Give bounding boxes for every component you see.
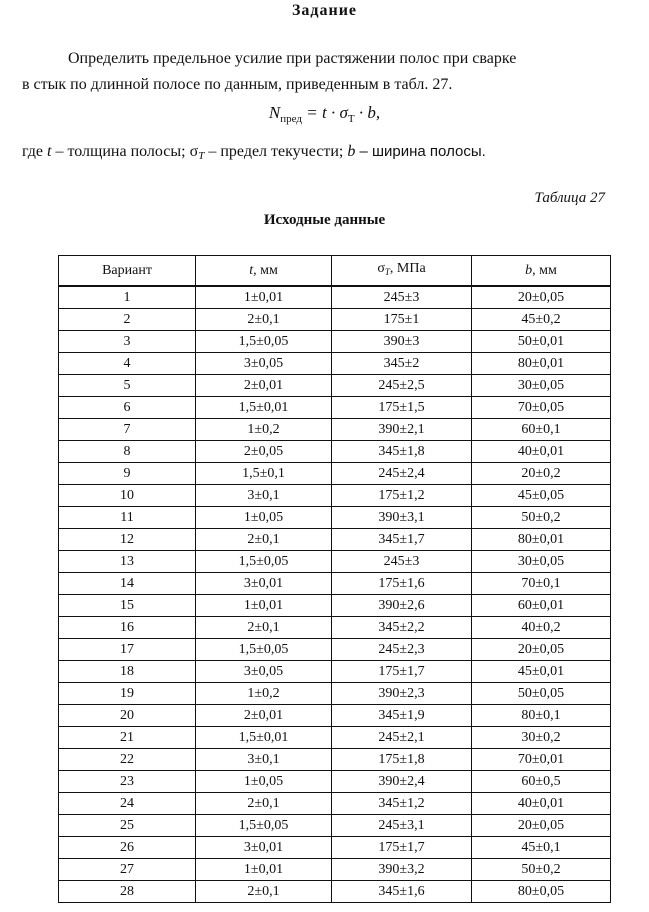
cell-width: 45±0,1 bbox=[472, 837, 611, 859]
cell-yield-strength: 175±1,7 bbox=[332, 837, 472, 859]
cell-variant: 14 bbox=[59, 573, 196, 595]
cell-width: 30±0,05 bbox=[472, 375, 611, 397]
cell-thickness: 2±0,1 bbox=[196, 309, 332, 331]
cell-variant: 2 bbox=[59, 309, 196, 331]
table-row bbox=[59, 507, 611, 529]
cell-width: 60±0,5 bbox=[472, 771, 611, 793]
task-text-line-2: в стык по длинной полосе по данным, приведенным в табл. 27. bbox=[22, 76, 453, 93]
source-data-table bbox=[58, 255, 611, 903]
cell-yield-strength: 175±1,8 bbox=[332, 749, 472, 771]
cell-thickness: 1±0,05 bbox=[196, 771, 332, 793]
header-width-unit: , мм bbox=[532, 262, 557, 278]
table-row bbox=[59, 551, 611, 573]
header-thickness-unit: , мм bbox=[253, 262, 278, 278]
cell-variant: 12 bbox=[59, 529, 196, 551]
legend-b-text: – ширина полосы. bbox=[355, 143, 486, 160]
table-row bbox=[59, 617, 611, 639]
cell-yield-strength: 245±3 bbox=[332, 551, 472, 573]
table-row bbox=[59, 661, 611, 683]
cell-thickness: 2±0,05 bbox=[196, 441, 332, 463]
cell-variant: 15 bbox=[59, 595, 196, 617]
cell-variant: 16 bbox=[59, 617, 196, 639]
cell-yield-strength: 175±1,5 bbox=[332, 397, 472, 419]
cell-variant: 7 bbox=[59, 419, 196, 441]
cell-thickness: 3±0,01 bbox=[196, 837, 332, 859]
cell-variant: 13 bbox=[59, 551, 196, 573]
cell-variant: 23 bbox=[59, 771, 196, 793]
cell-yield-strength: 245±2,5 bbox=[332, 375, 472, 397]
cell-thickness: 1,5±0,05 bbox=[196, 331, 332, 353]
table-row bbox=[59, 639, 611, 661]
cell-yield-strength: 390±2,3 bbox=[332, 683, 472, 705]
cell-yield-strength: 245±2,1 bbox=[332, 727, 472, 749]
formula-rhs-end: · b, bbox=[354, 103, 381, 122]
cell-variant: 17 bbox=[59, 639, 196, 661]
legend-b-symbol: b bbox=[347, 143, 356, 160]
table-row bbox=[59, 331, 611, 353]
cell-width: 80±0,05 bbox=[472, 881, 611, 903]
cell-yield-strength: 390±3,2 bbox=[332, 859, 472, 881]
cell-width: 20±0,05 bbox=[472, 639, 611, 661]
legend-sigma-subscript: T bbox=[198, 150, 205, 162]
cell-yield-strength: 390±2,1 bbox=[332, 419, 472, 441]
formula-rhs-subscript: T bbox=[347, 113, 355, 125]
header-yield-subscript: T bbox=[384, 267, 390, 277]
cell-variant: 3 bbox=[59, 331, 196, 353]
cell-variant: 26 bbox=[59, 837, 196, 859]
cell-variant: 8 bbox=[59, 441, 196, 463]
cell-variant: 1 bbox=[59, 286, 196, 309]
cell-thickness: 1,5±0,05 bbox=[196, 639, 332, 661]
cell-thickness: 1,5±0,05 bbox=[196, 551, 332, 573]
table-row bbox=[59, 837, 611, 859]
header-thickness-symbol: t bbox=[249, 262, 254, 278]
cell-thickness: 3±0,05 bbox=[196, 353, 332, 375]
cell-thickness: 1,5±0,05 bbox=[196, 815, 332, 837]
cell-thickness: 1±0,01 bbox=[196, 859, 332, 881]
table-row bbox=[59, 859, 611, 881]
cell-width: 40±0,2 bbox=[472, 617, 611, 639]
cell-variant: 25 bbox=[59, 815, 196, 837]
table-row bbox=[59, 573, 611, 595]
cell-width: 80±0,01 bbox=[472, 353, 611, 375]
legend-t-symbol: t bbox=[47, 143, 52, 160]
cell-yield-strength: 345±1,2 bbox=[332, 793, 472, 815]
table-row bbox=[59, 595, 611, 617]
table-row bbox=[59, 749, 611, 771]
cell-variant: 18 bbox=[59, 661, 196, 683]
table-row bbox=[59, 683, 611, 705]
table-row bbox=[59, 309, 611, 331]
cell-width: 50±0,01 bbox=[472, 331, 611, 353]
cell-yield-strength: 245±2,4 bbox=[332, 463, 472, 485]
table-header-row bbox=[59, 256, 611, 287]
table-row bbox=[59, 463, 611, 485]
cell-yield-strength: 245±2,3 bbox=[332, 639, 472, 661]
cell-variant: 27 bbox=[59, 859, 196, 881]
cell-width: 60±0,1 bbox=[472, 419, 611, 441]
cell-yield-strength: 345±1,6 bbox=[332, 881, 472, 903]
cell-width: 70±0,05 bbox=[472, 397, 611, 419]
cell-width: 50±0,2 bbox=[472, 859, 611, 881]
cell-width: 20±0,05 bbox=[472, 286, 611, 309]
cell-thickness: 2±0,01 bbox=[196, 375, 332, 397]
legend-t-text: – толщина полосы; bbox=[51, 143, 190, 160]
cell-width: 40±0,01 bbox=[472, 793, 611, 815]
cell-width: 80±0,01 bbox=[472, 529, 611, 551]
cell-width: 30±0,05 bbox=[472, 551, 611, 573]
cell-width: 50±0,2 bbox=[472, 507, 611, 529]
header-yield-unit: , МПа bbox=[389, 261, 426, 276]
table-row bbox=[59, 815, 611, 837]
cell-yield-strength: 175±1,6 bbox=[332, 573, 472, 595]
table-row bbox=[59, 419, 611, 441]
legend-where: где bbox=[22, 143, 48, 160]
cell-variant: 5 bbox=[59, 375, 196, 397]
table-row bbox=[59, 397, 611, 419]
cell-variant: 4 bbox=[59, 353, 196, 375]
header-width-symbol: b bbox=[525, 262, 533, 278]
cell-thickness: 1±0,01 bbox=[196, 595, 332, 617]
cell-yield-strength: 390±2,6 bbox=[332, 595, 472, 617]
cell-width: 80±0,1 bbox=[472, 705, 611, 727]
cell-thickness: 2±0,1 bbox=[196, 793, 332, 815]
legend-sigma-symbol: σ bbox=[189, 143, 199, 160]
cell-yield-strength: 245±3,1 bbox=[332, 815, 472, 837]
cell-yield-strength: 390±2,4 bbox=[332, 771, 472, 793]
cell-thickness: 1±0,01 bbox=[196, 286, 332, 309]
page-heading: Задание bbox=[291, 2, 358, 19]
cell-yield-strength: 345±1,8 bbox=[332, 441, 472, 463]
table-row bbox=[59, 529, 611, 551]
cell-width: 70±0,1 bbox=[472, 573, 611, 595]
table-row bbox=[59, 705, 611, 727]
table-title: Исходные данные bbox=[263, 212, 386, 228]
table-row bbox=[59, 881, 611, 903]
formula bbox=[0, 103, 649, 125]
cell-thickness: 2±0,01 bbox=[196, 705, 332, 727]
variable-legend bbox=[22, 143, 634, 162]
task-text-line-1: Определить предельное усилие при растяжении полос при сварке bbox=[68, 50, 517, 67]
cell-yield-strength: 175±1 bbox=[332, 309, 472, 331]
cell-variant: 9 bbox=[59, 463, 196, 485]
table-row bbox=[59, 375, 611, 397]
cell-yield-strength: 345±1,9 bbox=[332, 705, 472, 727]
cell-yield-strength: 175±1,7 bbox=[332, 661, 472, 683]
table-row bbox=[59, 727, 611, 749]
cell-yield-strength: 345±2 bbox=[332, 353, 472, 375]
cell-variant: 10 bbox=[59, 485, 196, 507]
legend-sigma-text: – предел текучести; bbox=[204, 143, 348, 160]
cell-variant: 24 bbox=[59, 793, 196, 815]
table-row bbox=[59, 771, 611, 793]
header-yield-symbol: σ bbox=[377, 261, 385, 276]
cell-variant: 11 bbox=[59, 507, 196, 529]
cell-yield-strength: 175±1,2 bbox=[332, 485, 472, 507]
header-width bbox=[472, 256, 611, 287]
cell-width: 50±0,05 bbox=[472, 683, 611, 705]
cell-thickness: 1,5±0,01 bbox=[196, 397, 332, 419]
cell-yield-strength: 345±2,2 bbox=[332, 617, 472, 639]
table-row bbox=[59, 286, 611, 309]
formula-rhs-start: = t · σ bbox=[302, 103, 348, 122]
cell-yield-strength: 345±1,7 bbox=[332, 529, 472, 551]
header-thickness bbox=[196, 256, 332, 287]
cell-thickness: 2±0,1 bbox=[196, 617, 332, 639]
cell-yield-strength: 390±3 bbox=[332, 331, 472, 353]
cell-thickness: 1,5±0,01 bbox=[196, 727, 332, 749]
cell-width: 45±0,2 bbox=[472, 309, 611, 331]
formula-lhs: N bbox=[268, 103, 281, 122]
table-row bbox=[59, 441, 611, 463]
formula-lhs-subscript: пред bbox=[280, 113, 302, 125]
cell-thickness: 3±0,01 bbox=[196, 573, 332, 595]
cell-thickness: 3±0,1 bbox=[196, 749, 332, 771]
cell-width: 70±0,01 bbox=[472, 749, 611, 771]
table-number: Таблица 27 bbox=[534, 190, 605, 206]
cell-yield-strength: 245±3 bbox=[332, 286, 472, 309]
cell-variant: 6 bbox=[59, 397, 196, 419]
table-row bbox=[59, 485, 611, 507]
cell-thickness: 1,5±0,1 bbox=[196, 463, 332, 485]
cell-thickness: 1±0,2 bbox=[196, 683, 332, 705]
cell-thickness: 3±0,1 bbox=[196, 485, 332, 507]
cell-yield-strength: 390±3,1 bbox=[332, 507, 472, 529]
header-variant: Вариант bbox=[59, 256, 196, 287]
cell-width: 45±0,05 bbox=[472, 485, 611, 507]
cell-width: 60±0,01 bbox=[472, 595, 611, 617]
cell-variant: 22 bbox=[59, 749, 196, 771]
cell-width: 20±0,05 bbox=[472, 815, 611, 837]
cell-width: 20±0,2 bbox=[472, 463, 611, 485]
cell-thickness: 2±0,1 bbox=[196, 881, 332, 903]
cell-thickness: 2±0,1 bbox=[196, 529, 332, 551]
header-yield-strength bbox=[332, 256, 472, 287]
cell-width: 45±0,01 bbox=[472, 661, 611, 683]
cell-width: 30±0,2 bbox=[472, 727, 611, 749]
cell-variant: 19 bbox=[59, 683, 196, 705]
cell-variant: 28 bbox=[59, 881, 196, 903]
cell-thickness: 1±0,05 bbox=[196, 507, 332, 529]
cell-variant: 21 bbox=[59, 727, 196, 749]
cell-width: 40±0,01 bbox=[472, 441, 611, 463]
cell-thickness: 3±0,05 bbox=[196, 661, 332, 683]
cell-thickness: 1±0,2 bbox=[196, 419, 332, 441]
table-row bbox=[59, 353, 611, 375]
table-row bbox=[59, 793, 611, 815]
table-body bbox=[59, 286, 611, 903]
cell-variant: 20 bbox=[59, 705, 196, 727]
